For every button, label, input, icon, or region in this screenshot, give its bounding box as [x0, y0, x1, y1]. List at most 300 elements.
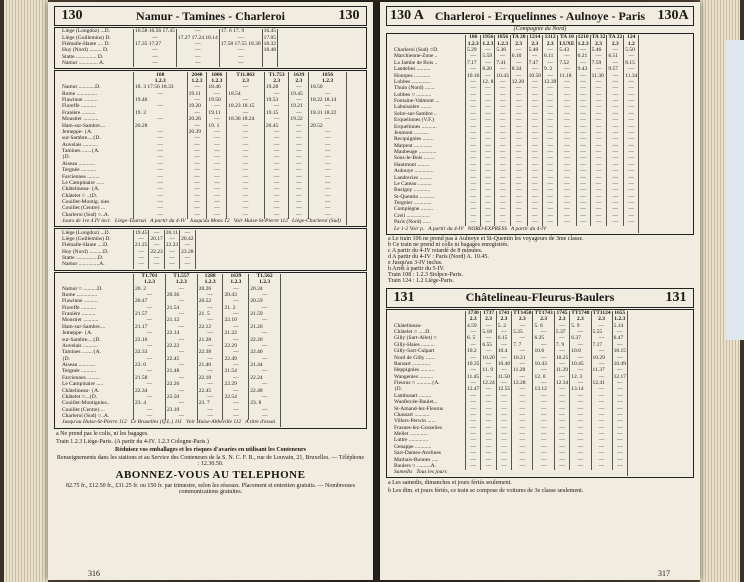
time-cell: — — [576, 137, 590, 143]
time-cell: 5.59 — [481, 54, 495, 60]
time-cell: — — [591, 451, 612, 457]
time-cell: — — [481, 118, 495, 124]
time-cell: — — [289, 123, 309, 129]
time-cell: — — [134, 256, 149, 262]
phone-advert-sub: 82.75 fr., £12.50 fr., £31.25 fr. ou 150 fr. par trimestre, selon les réseaux. Placement et entretien gratuits. — Nombreuses communications gratuites. — [65, 482, 356, 495]
time-cell: — — [289, 200, 309, 206]
train-number: 1006 — [207, 72, 227, 78]
time-cell: 20.26 — [187, 117, 207, 123]
time-cell: — — [558, 150, 576, 156]
time-cell: 22.16 — [134, 337, 166, 343]
station-name: Landrecies ......... — [393, 175, 466, 181]
time-cell: — — [533, 355, 554, 361]
time-cell: — — [512, 457, 533, 463]
time-cell: 12.28 — [512, 381, 533, 387]
vertical-notes-row — [61, 420, 281, 426]
station-name: Floreffe ........... — [61, 104, 134, 110]
time-cell: 5. 6 — [533, 323, 554, 329]
time-cell: — — [590, 194, 607, 200]
time-cell: — — [527, 92, 542, 98]
time-cell: — — [590, 169, 607, 175]
station-name: Châtelet ○ ..{D. — [61, 193, 134, 199]
station-name: Fontaine-Valmont ... — [393, 99, 466, 105]
time-cell: — — [624, 99, 639, 105]
station-name: Charleroi (Sud) ○..A. — [61, 414, 134, 420]
time-cell: — — [576, 175, 590, 181]
time-cell: 17.27 17.24 18.14 — [177, 34, 218, 41]
time-cell: — — [554, 419, 569, 425]
time-cell: — — [249, 331, 281, 337]
station-name: Gilly (Sart-Allet) ○ — [393, 336, 466, 342]
time-cell: — — [309, 117, 347, 123]
station-name: Nord de Gilly ....... — [393, 355, 466, 361]
time-cell: — — [134, 35, 177, 41]
time-cell: — — [554, 445, 569, 451]
time-cell: — — [495, 105, 510, 111]
time-cell: — — [612, 457, 627, 463]
time-cell: — — [607, 86, 624, 92]
time-cell: — — [510, 137, 527, 143]
time-cell: 10.20 — [482, 354, 495, 361]
time-cell: — — [309, 162, 347, 168]
time-cell: 22.45 — [165, 356, 197, 362]
time-cell: — — [591, 445, 612, 451]
time-cell: — — [624, 143, 639, 149]
time-cell: — — [590, 137, 607, 143]
time-cell: 6.25 — [533, 336, 554, 342]
time-cell: — — [495, 86, 510, 92]
right-page — [380, 2, 700, 580]
time-cell: — — [542, 99, 557, 105]
train-number: TA 10 — [558, 35, 576, 41]
time-cell: — — [227, 123, 265, 129]
station-name: Aulnoye .............. — [393, 169, 466, 175]
time-cell: 20.26 — [197, 286, 223, 292]
time-cell: — — [512, 432, 533, 438]
time-cell: — — [495, 143, 510, 149]
time-cell: — — [542, 137, 557, 143]
time-cell: — — [591, 323, 612, 329]
station-name: Franière .......... — [61, 312, 134, 318]
time-cell: — — [289, 206, 309, 212]
time-cell: 18.54 — [227, 91, 265, 97]
time-cell: — — [590, 188, 607, 194]
time-cell: 10.16 — [467, 72, 480, 79]
time-cell: — — [134, 293, 166, 299]
time-cell: — — [149, 262, 164, 268]
time-cell: — — [570, 406, 591, 412]
time-cell: 11.37 — [591, 368, 612, 374]
paris-footnote: Train 124 : 1.2 Liège-Paris. — [388, 277, 455, 284]
time-cell: — — [207, 91, 227, 97]
time-cell: 5.50 — [624, 48, 639, 54]
time-cell: — — [624, 131, 639, 137]
time-cell: — — [624, 92, 639, 98]
time-cell: — — [481, 99, 495, 105]
time-cell: — — [591, 438, 612, 444]
time-cell: — — [219, 48, 262, 54]
time-cell: — — [533, 438, 554, 444]
time-cell: — — [481, 387, 496, 393]
time-cell: — — [187, 149, 207, 155]
time-cell: — — [134, 206, 188, 212]
time-cell: 19.20 — [187, 104, 207, 110]
time-cell: — — [533, 425, 554, 431]
time-cell: — — [624, 137, 639, 143]
time-cell: 23.28 — [181, 248, 194, 255]
time-cell: — — [134, 174, 188, 180]
time-cell: 19.15 — [264, 111, 289, 117]
time-cell: 12. 8 — [482, 78, 494, 85]
time-cell: 10.43 — [533, 362, 554, 368]
time-cell: — — [227, 136, 265, 142]
time-cell: — — [466, 445, 481, 451]
time-cell: — — [624, 220, 639, 226]
time-cell: — — [554, 323, 569, 329]
time-cell: — — [466, 131, 481, 137]
time-cell: — — [512, 400, 533, 406]
time-cell: — — [495, 99, 510, 105]
time-cell: 10.49 — [613, 360, 626, 367]
time-cell: — — [176, 48, 219, 54]
train-number: 1639 — [289, 72, 309, 78]
time-cell: — — [624, 105, 639, 111]
time-cell: — — [227, 200, 265, 206]
time-cell: — — [165, 388, 197, 394]
time-cell: — — [495, 175, 510, 181]
time-cell: — — [466, 355, 481, 361]
time-cell: — — [527, 188, 542, 194]
station-name: Gilly-Sart-Culpart — [393, 349, 466, 355]
time-cell: — — [591, 349, 612, 355]
time-cell: — — [481, 214, 495, 220]
time-cell: — — [207, 104, 227, 110]
time-cell: 7. 7 — [512, 343, 533, 349]
time-cell: — — [481, 394, 496, 400]
time-cell: — — [591, 413, 612, 419]
time-cell: — — [466, 188, 481, 194]
train-class: 1.2.3 — [223, 280, 249, 286]
station-name: Creil ................. — [393, 214, 466, 220]
time-cell: 23. 8 — [249, 401, 281, 407]
time-cell: — — [607, 105, 624, 111]
time-cell: — — [527, 99, 542, 105]
time-cell: — — [612, 387, 627, 393]
paris-footnote: c A partir du 4-IV retardé de 8 minutes. — [388, 247, 483, 254]
time-cell: — — [149, 243, 164, 249]
time-cell: — — [289, 98, 309, 104]
time-cell: — — [481, 425, 496, 431]
time-cell: — — [533, 400, 554, 406]
time-cell: 12.24 — [482, 380, 495, 387]
time-cell: — — [576, 131, 590, 137]
background-strip — [726, 40, 744, 340]
train-class: 1.2.3 — [134, 280, 166, 286]
time-cell: — — [527, 86, 542, 92]
station-name: Châtelineau- {A. — [61, 388, 134, 394]
time-cell: — — [249, 318, 281, 324]
train-number: 1745 — [554, 311, 569, 317]
train-number: T1.753 — [264, 72, 289, 78]
time-cell: — — [134, 55, 177, 61]
time-cell: — — [510, 214, 527, 220]
time-cell: — — [223, 350, 249, 356]
time-cell: — — [197, 382, 223, 388]
time-cell: — — [134, 130, 188, 136]
station-name: Châtelineau- {A. — [61, 187, 134, 193]
train-class: 2.3 — [542, 41, 557, 47]
time-cell: — — [590, 150, 607, 156]
time-cell: — — [481, 112, 495, 118]
time-cell: — — [624, 54, 639, 60]
time-cell: — — [607, 150, 624, 156]
time-cell: — — [289, 142, 309, 148]
time-cell: — — [576, 214, 590, 220]
time-cell: — — [607, 194, 624, 200]
time-cell: — — [510, 194, 527, 200]
time-cell: — — [223, 286, 249, 292]
time-cell: — — [207, 213, 227, 219]
time-cell: — — [576, 80, 590, 86]
time-cell: — — [180, 243, 195, 249]
time-cell: — — [624, 124, 639, 130]
time-cell: — — [558, 54, 576, 60]
time-cell: — — [558, 163, 576, 169]
time-cell: — — [223, 414, 249, 420]
time-cell: — — [134, 142, 188, 148]
time-cell: — — [207, 174, 227, 180]
time-cell: — — [466, 150, 481, 156]
station-name: Huy (Nord) ......... D. — [61, 48, 134, 54]
time-cell: — — [466, 425, 481, 431]
time-cell: 20.45 — [264, 123, 289, 129]
train-number: 1741 — [496, 311, 511, 317]
advert-containers: Réduisez vos emballages et les risques d'avaries en utilisant les Conteneurs — [115, 446, 306, 453]
time-cell: — — [554, 349, 569, 355]
time-cell: — — [527, 201, 542, 207]
time-cell: — — [309, 91, 347, 97]
time-cell: — — [512, 425, 533, 431]
station-name: {D. — [393, 387, 466, 393]
time-cell: — — [289, 111, 309, 117]
station-name: Statte ................D. — [61, 256, 134, 262]
time-cell: — — [481, 73, 495, 79]
time-cell: — — [510, 143, 527, 149]
time-cell: — — [176, 55, 219, 61]
train-class: 1.2.3 — [187, 79, 207, 85]
time-cell: 21. 2 — [223, 305, 249, 311]
train-number: 1639 — [223, 274, 249, 280]
station-name: Liège (Longdoz) ...D. — [61, 29, 134, 35]
time-cell: — — [554, 464, 569, 470]
time-cell: — — [624, 163, 639, 169]
time-cell: 21.17 — [134, 325, 166, 331]
time-cell: 22.23 — [165, 242, 179, 249]
time-cell: — — [624, 201, 639, 207]
time-cell: — — [187, 123, 207, 129]
time-cell: — — [512, 438, 533, 444]
time-cell: — — [527, 207, 542, 213]
station-name: Wangenies .......... — [393, 374, 466, 380]
time-cell: — — [187, 168, 207, 174]
time-cell: — — [466, 156, 481, 162]
time-cell: — — [134, 213, 188, 219]
station-name: Couillet-Montig. nies — [61, 200, 134, 206]
time-cell: — — [591, 432, 612, 438]
time-cell: — — [591, 406, 612, 412]
time-cell: — — [481, 413, 496, 419]
station-name: Lobbes .............. — [393, 80, 466, 86]
time-cell: — — [554, 451, 569, 457]
time-cell: — — [510, 220, 527, 226]
time-cell: — — [576, 207, 590, 213]
time-cell: — — [466, 54, 481, 60]
time-cell: — — [510, 86, 527, 92]
station-name: Ham-sur-Sambre.... — [61, 325, 134, 331]
time-cell: 11.34 — [625, 72, 638, 79]
time-cell: — — [607, 80, 624, 86]
time-cell: — — [223, 401, 249, 407]
time-cell: — — [264, 200, 289, 206]
time-cell: — — [607, 175, 624, 181]
train-number: TT1450 — [513, 309, 532, 316]
time-cell: — — [607, 169, 624, 175]
time-cell: 10.29 — [591, 355, 612, 361]
time-cell: — — [533, 406, 554, 412]
station-name: Jeumont ........... — [393, 131, 466, 137]
train-class: 2.3 — [466, 317, 481, 323]
time-cell: — — [249, 414, 281, 420]
time-cell: — — [223, 388, 249, 394]
time-cell: — — [510, 156, 527, 162]
time-cell: — — [570, 438, 591, 444]
time-cell: — — [149, 256, 164, 262]
vertical-note: A partir du 4-IV — [510, 225, 547, 232]
time-cell: — — [481, 349, 496, 355]
time-cell: — — [570, 355, 591, 361]
time-cell: — — [542, 112, 557, 118]
time-cell: — — [134, 262, 149, 268]
time-cell: — — [165, 414, 197, 420]
station-name: Liège (Guillemins) D. — [61, 35, 134, 41]
time-cell: — — [466, 438, 481, 444]
time-cell: 9.57 — [607, 67, 624, 73]
time-cell: — — [495, 220, 510, 226]
station-name: Mellet ............. — [393, 432, 466, 438]
time-cell: — — [466, 451, 481, 457]
time-cell: — — [590, 105, 607, 111]
time-cell: 10.15 — [613, 348, 626, 355]
time-cell: — — [542, 48, 557, 54]
time-cell: — — [496, 368, 511, 374]
time-cell: — — [496, 406, 511, 412]
timetable-131-block — [386, 309, 694, 479]
time-cell: 7.17 — [591, 343, 612, 349]
time-cell: 9. 2 — [542, 67, 557, 73]
time-cell: — — [227, 162, 265, 168]
time-cell: 6.10 — [510, 54, 527, 60]
time-cell: — — [590, 156, 607, 162]
time-cell: — — [533, 381, 554, 387]
time-cell: 18.46 — [207, 85, 227, 91]
train-number: T1.557 — [165, 274, 197, 280]
time-cell: — — [590, 214, 607, 220]
train-number: T11.863 — [227, 72, 265, 78]
time-cell: 19.22 — [289, 117, 309, 123]
time-cell: — — [624, 86, 639, 92]
time-cell: — — [510, 124, 527, 130]
time-cell: — — [187, 206, 207, 212]
time-cell: — — [624, 150, 639, 156]
time-cell: — — [496, 400, 511, 406]
table-number-right: 130 — [338, 8, 360, 23]
time-cell: 7.47 — [527, 61, 542, 67]
time-cell: — — [527, 112, 542, 118]
station-name: Lobbes ○ ........... — [393, 92, 466, 98]
time-cell: — — [264, 91, 289, 97]
station-name: Wanfercée-Baulet... — [393, 400, 466, 406]
time-cell: — — [533, 330, 554, 336]
vertical-note: Jours de 1re 4.IV incl. — [62, 218, 111, 225]
time-cell: 6.37 — [570, 336, 591, 342]
time-cell: — — [624, 207, 639, 213]
time-cell: — — [197, 395, 223, 401]
time-cell: — — [289, 149, 309, 155]
station-name: Heppignies .......... — [393, 368, 466, 374]
time-cell: — — [576, 105, 590, 111]
station-name: Franière .......... — [61, 111, 134, 117]
time-cell: — — [481, 61, 495, 67]
time-cell: — — [576, 86, 590, 92]
time-cell: — — [495, 214, 510, 220]
time-cell: — — [264, 104, 289, 110]
time-cell: 20.34 — [249, 286, 281, 292]
time-cell: — — [289, 187, 309, 193]
time-cell: — — [612, 451, 627, 457]
time-cell: — — [576, 61, 590, 67]
time-cell: — — [134, 187, 188, 193]
station-name: Charleroi (Sud) ○..A. — [61, 213, 134, 219]
station-name: {D. — [61, 356, 134, 362]
time-cell: — — [466, 194, 481, 200]
time-cell: 18.36 18.24 — [227, 117, 265, 123]
time-cell: — — [249, 382, 281, 388]
time-cell: — — [510, 48, 527, 54]
time-cell: — — [495, 182, 510, 188]
time-cell: — — [542, 124, 557, 130]
station-name: Tergnée ........... — [61, 168, 134, 174]
time-cell: 21.22 — [223, 331, 249, 337]
time-cell: — — [612, 394, 627, 400]
time-cell: — — [165, 350, 197, 356]
time-cell: 20.39 — [187, 130, 207, 136]
time-cell: 22.10 — [223, 318, 249, 324]
train-class: 2.3 — [527, 41, 542, 47]
time-cell: 5.36 — [495, 48, 510, 54]
station-name: Jemeppe- {A. — [61, 130, 134, 136]
station-name: Tamines .......{A. — [61, 149, 134, 155]
time-cell: — — [134, 104, 188, 110]
station-name: Châtelineau- — [393, 323, 466, 329]
time-cell: — — [607, 92, 624, 98]
time-cell: 12.55 — [497, 386, 511, 393]
time-cell: — — [207, 117, 227, 123]
time-cell: 21.48 — [165, 369, 197, 375]
timetable-middle-block — [54, 228, 367, 270]
time-cell: — — [542, 150, 557, 156]
station-name: St-Amand-lez-Fleurus — [393, 406, 466, 412]
time-cell: — — [197, 293, 223, 299]
